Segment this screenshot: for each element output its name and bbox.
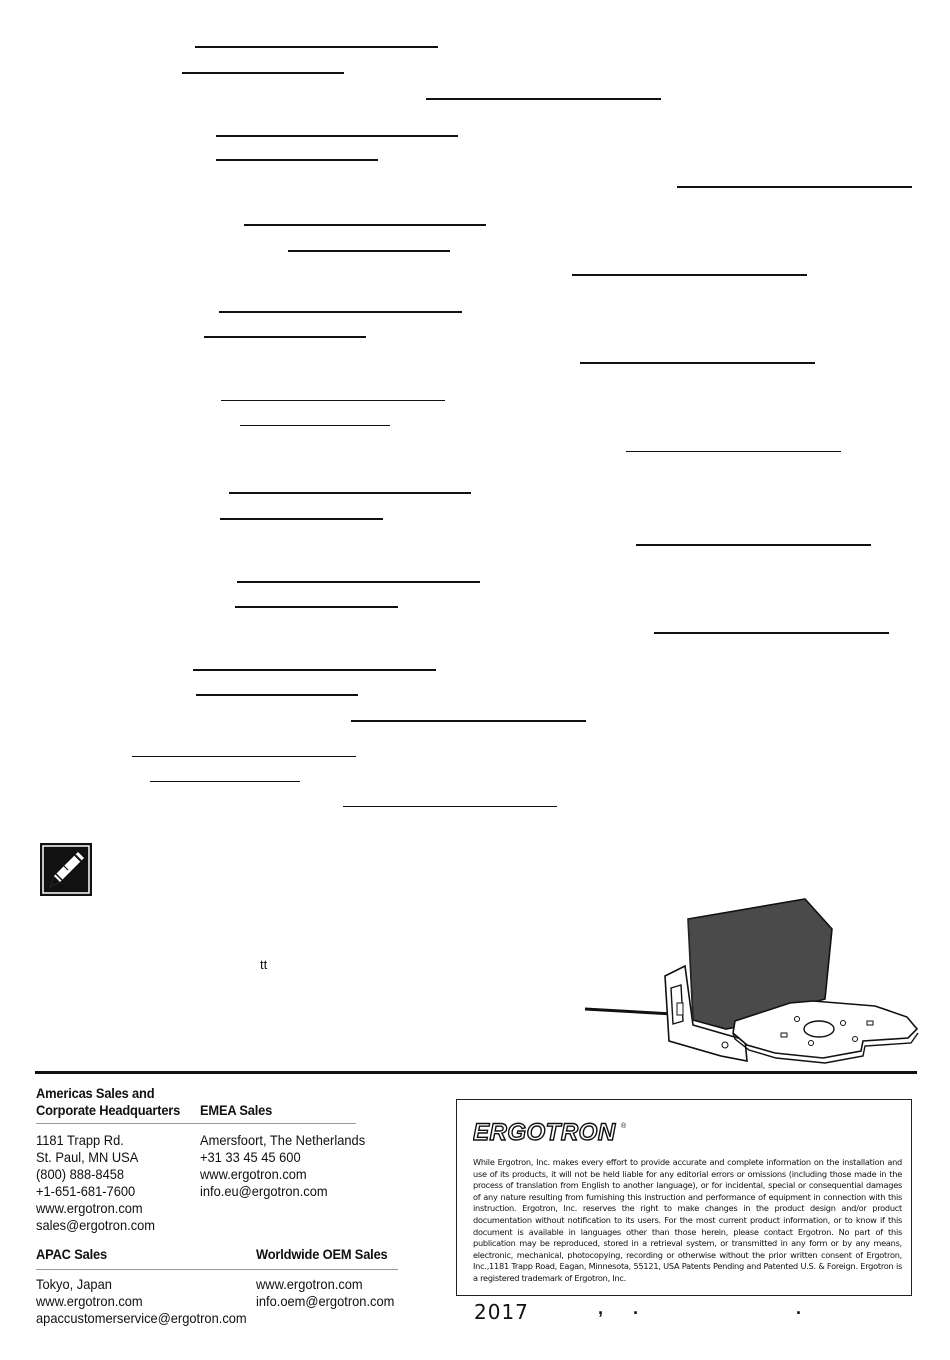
emea-heading: EMEA Sales — [200, 1102, 273, 1118]
underline-rule — [244, 224, 486, 226]
underline-rule — [221, 400, 445, 401]
ergotron-logo — [473, 1118, 633, 1149]
underline-rule — [626, 451, 841, 452]
underline-rule — [654, 632, 889, 634]
underline-rule — [426, 98, 661, 100]
oem-heading: Worldwide OEM Sales — [256, 1246, 388, 1262]
copyright-mark: , — [598, 1298, 604, 1318]
apac-heading: APAC Sales — [36, 1246, 107, 1262]
contact-link[interactable]: www.ergotron.com — [36, 1200, 143, 1216]
underline-rule — [636, 544, 871, 546]
underline-rule — [132, 756, 356, 757]
underline-rule — [196, 694, 358, 696]
disclaimer-text: While Ergotron, Inc. makes every effort to provide accurate and complete information on the installation and use of its products, it will not be held liable for any editorial errors or omissions (including those made in the process of translation from English to another language), or for incidental, special or consequential damages of any nature resulting from furnishing this instruction and performance of equipment in connection with this instruction. Ergotron, Inc. reserves the right to make changes in the product design and/or product documentation without notification to its users. For the most current product information, or to know if this document is available in languages other than those herein, please contact Ergotron. No part of this publication may be reproduced, stored in a retrieval system, or transmitted in any form or by any means, electronic, mechanical, photocopying, recording or otherwise without the prior written consent of Ergotron, Inc.,1181 Trapp Road, Eagan, Minnesota, 55121, USA Patents Pending and Patented U.S. & Foreign. Ergotron is a registered trademark of Ergotron, Inc. — [473, 1157, 902, 1283]
footer-divider — [35, 1071, 917, 1074]
underline-rule — [216, 135, 458, 137]
underline-rule — [193, 669, 436, 671]
legal-disclaimer-box — [456, 1099, 912, 1296]
copyright-year: 2017 — [474, 1300, 529, 1324]
underline-rule — [240, 425, 390, 426]
stray-mark: tt — [260, 957, 268, 972]
contact-line: Tokyo, Japan — [36, 1276, 112, 1292]
oem-contact — [256, 1246, 406, 1310]
underline-rule — [343, 806, 557, 807]
underline-rule — [195, 46, 438, 48]
underline-rule — [677, 186, 912, 188]
contact-line: 1181 Trapp Rd. — [36, 1132, 124, 1148]
contact-line: +1-651-681-7600 — [36, 1183, 136, 1199]
underline-rule — [150, 781, 300, 782]
bracket-illustration — [585, 893, 920, 1068]
contact-line: St. Paul, MN USA — [36, 1149, 139, 1165]
underline-rule — [220, 518, 383, 520]
contact-email[interactable]: sales@ergotron.com — [36, 1217, 156, 1233]
americas-heading-line2: Corporate Headquarters — [36, 1102, 181, 1118]
underline-rule — [288, 250, 450, 252]
americas-contact — [36, 1085, 193, 1234]
contact-email[interactable]: info.oem@ergotron.com — [256, 1293, 395, 1309]
contact-line: Amersfoort, The Netherlands — [200, 1132, 366, 1148]
contact-email[interactable]: apaccustomerservice@ergotron.com — [36, 1310, 247, 1326]
underline-rule — [182, 72, 344, 74]
contact-link[interactable]: www.ergotron.com — [36, 1293, 143, 1309]
section-divider — [36, 1123, 356, 1124]
underline-rule — [219, 311, 462, 313]
underline-rule — [229, 492, 471, 494]
underline-rule — [235, 606, 398, 608]
contact-email[interactable]: info.eu@ergotron.com — [200, 1183, 328, 1199]
underline-rule — [572, 274, 807, 276]
contact-link[interactable]: www.ergotron.com — [256, 1276, 363, 1292]
contact-line: +31 33 45 45 600 — [200, 1149, 301, 1165]
pencil-note-icon — [40, 843, 92, 896]
logo-wordmark: ERGOTRON — [473, 1119, 616, 1144]
underline-rule — [580, 362, 815, 364]
emea-contact — [200, 1102, 380, 1200]
americas-heading: Americas Sales and — [36, 1085, 155, 1101]
registered-mark: ® — [621, 1123, 627, 1130]
underline-rule — [237, 581, 480, 583]
underline-rule — [216, 159, 378, 161]
copyright-mark: . — [796, 1298, 802, 1318]
underline-rule — [351, 720, 586, 722]
contact-link[interactable]: www.ergotron.com — [200, 1166, 307, 1182]
underline-rule — [204, 336, 366, 338]
copyright-mark: . — [633, 1298, 639, 1318]
apac-contact — [36, 1246, 265, 1327]
contact-line: (800) 888-8458 — [36, 1166, 125, 1182]
section-divider — [36, 1269, 398, 1270]
